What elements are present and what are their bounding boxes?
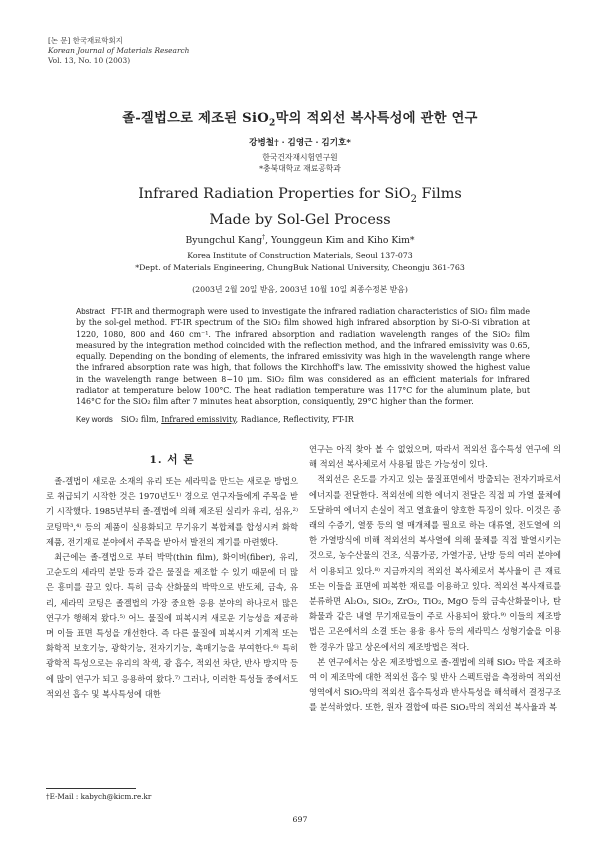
page-number: 697 [292,815,308,824]
footnote-email: †E-Mail : kabych@kicm.re.kr [46,792,152,801]
korean-affiliations [0,152,600,174]
abstract-label: Abstract [76,307,105,316]
keywords-label: Key words [76,415,113,424]
journal-header [48,36,189,66]
english-title: Infrared Radiation Properties for SiO$_2$ Films Made by Sol-Gel Process [138,186,462,228]
journal-header-line2: Korean Journal of Materials Research [48,46,190,55]
received-dates: (2003년 2월 20일 받음, 2003년 10월 10일 최종수정본 받음) [192,285,408,294]
keyword-underlined: Infrared emissivity [161,415,236,424]
english-affiliation-2: *Dept. of Materials Engineering, ChungBuk National University, Cheongju 361-763 [135,263,465,272]
korean-title: 졸-겔법으로 제조된 SiO$_2$막의 적외선 복사특성에 관한 연구 [122,111,478,129]
paragraph: 본 연구에서는 상온 제조방법으로 졸-겔법에 의해 SiO₂ 막을 제조하여 이 제조막에 대한 적외선 흡수 및 반사 스펙트럼을 측정하여 적외선 영역에서 SiO₂막의 적외선 흡수특성과 반사특성을 해석해서 결정구조를 분석하였다. 또한, 원자 결합에 따른 SiO₂막의 적외선 복사율과 복 [309,656,561,713]
paragraph: 적외선은 온도를 가지고 있는 물질표면에서 방출되는 전자기파로서 에너지를 전달한다. 적외선에 의한 에너지 전달은 직접 피 가열 물체에 도달하여 에너지 손실이 적고 열효율이 양호한 특징이 있다. 이것은 종래의 수증기, 열풍 등의 열 매개체를 필요로 하는 대류열, 전도열에 의한 가열방식에 비해 적외선의 복사열에 의해 물체를 직접 발열시키는 것으로, 농수산물의 건조, 식품가공, 가열가공, 난방 등의 여러 분야에서 이용되고 있다.⁸⁾ 지금까지의 적외선 복사체로서 복사율이 큰 재료 또는 이들을 표면에 피복한 재료를 이용하고 있다. 적외선 복사재료를 분류하면 Al₂O₃, SiO₂, ZrO₂, TiO₂, MgO 등의 금속산화물이나, 탄화물과 같은 내열 무기재료들이 주로 사용되어 왔다.⁹⁾ 이들의 제조방법은 고온에서의 소결 또는 용융 용사 등의 세라믹스 성형기술을 이용한 경우가 많고 상온에서의 제조방법은 적다. [309,474,561,652]
footnote-rule [46,788,136,789]
abstract [76,306,530,408]
korean-affiliation-1: 한국건자재시험연구원 [262,153,338,162]
english-affiliation-1: Korea Institute of Construction Materials, Seoul 137-073 [187,251,413,260]
paragraph: 졸-겔법이 새로운 소재의 유리 또는 세라믹을 만드는 새로운 방법으로 취급되기 시작한 것은 1970년도¹⁾ 경으로 연구자들에게 주목을 받기 시작했다. 1985년부터 졸-겔법에 의해 제조된 실리카 유리, 섬유,²⁾ 코팅막³,⁴⁾ 등의 제품이 실용화되고 무기유기 복합체를 합성시켜 화학제품, 전기재료 분야에서 주목을 받아서 발전의 계기를 마련했다. [46,476,298,547]
body-column-left [46,474,298,702]
english-authors: Byungchul Kang†, Younggeun Kim and Kiho Kim* [185,234,415,247]
paragraph: 최근에는 졸-겔법으로 부터 박막(thin film), 화이버(fiber), 유리, 고순도의 세라믹 분말 등과 같은 물질을 제조할 수 있기 때문에 더 많은 흥미를 끌고 있다. 특히 금속 산화물의 박막으로 반도체, 금속, 유리, 세라믹 코팅은 졸겔법의 가장 중요한 응용 분야의 하나로서 많은 연구가 행해져 왔다.⁵⁾ 어느 물질에 피복시켜 새로운 기능성을 제공하며 이들 표면 특성을 개선한다. 즉 다른 물질에 피복시켜 기계적 또는 화학적 보호기능, 광학기능, 전자기기능, 촉매기능을 부여한다.⁶⁾ 특히 광학적 특성으로는 유리의 착색, 광 흡수, 적외선 차단, 반사 방지막 등에 많이 연구가 되고 응용하여 왔다.⁷⁾ 그러나, 이러한 특성들 중에서도 적외선 흡수 및 복사특성에 대한 [46,552,298,699]
korean-affiliation-2: *충북대학교 재료공학과 [259,164,341,173]
journal-header-line3: Vol. 13, No. 10 (2003) [48,56,131,65]
korean-authors: 강병철† · 김영근 · 김기호* [249,138,351,148]
paragraph: 연구는 아직 찾아 볼 수 없었으며, 따라서 적외선 흡수특성 연구에 의해 적외선 복사체로서 사용될 많은 가능성이 있다. [309,444,561,470]
journal-header-line1: [논 문] 한국재료학회지 [48,36,123,45]
abstract-text: FT-IR and thermograph were used to investigate the infrared radiation characteristics of SiO₂ film made by the sol-gel method. FT-IR spectrum of the SiO₂ film showed high infrared absorption by Si-O-Si vibration at 1220, 1080, 800 and 460 cm⁻¹. The infrared absorption and radiation wavelength ranges of the SiO₂ film measured by the integration method coincided with the reflection method, and the infrared emissivity was 0.65, equally. Depending on the bonding of elements, the infrared emissivity was high in the wavelength range where the infrared absorption rate was high, that follows the Kirchhoff's law. The emissivity showed the highest value in the wavelength range between 8~10 μm. SiO₂ film was considered as an efficient materials for infrared radiator at temperature below 100°C. The heat radiation temperature was 117°C for the aluminum plate, but 146°C for the SiO₂ film after 7 minutes heat absorption, consiquently, 29°C higher than the former. [76,307,530,407]
body-column-right [309,442,561,716]
keywords: Key words SiO₂ film, Infrared emissivity, Radiance, Reflectivity, FT-IR [76,415,354,424]
section-heading-introduction: 1. 서 론 [149,454,195,466]
english-affiliations [0,250,600,274]
